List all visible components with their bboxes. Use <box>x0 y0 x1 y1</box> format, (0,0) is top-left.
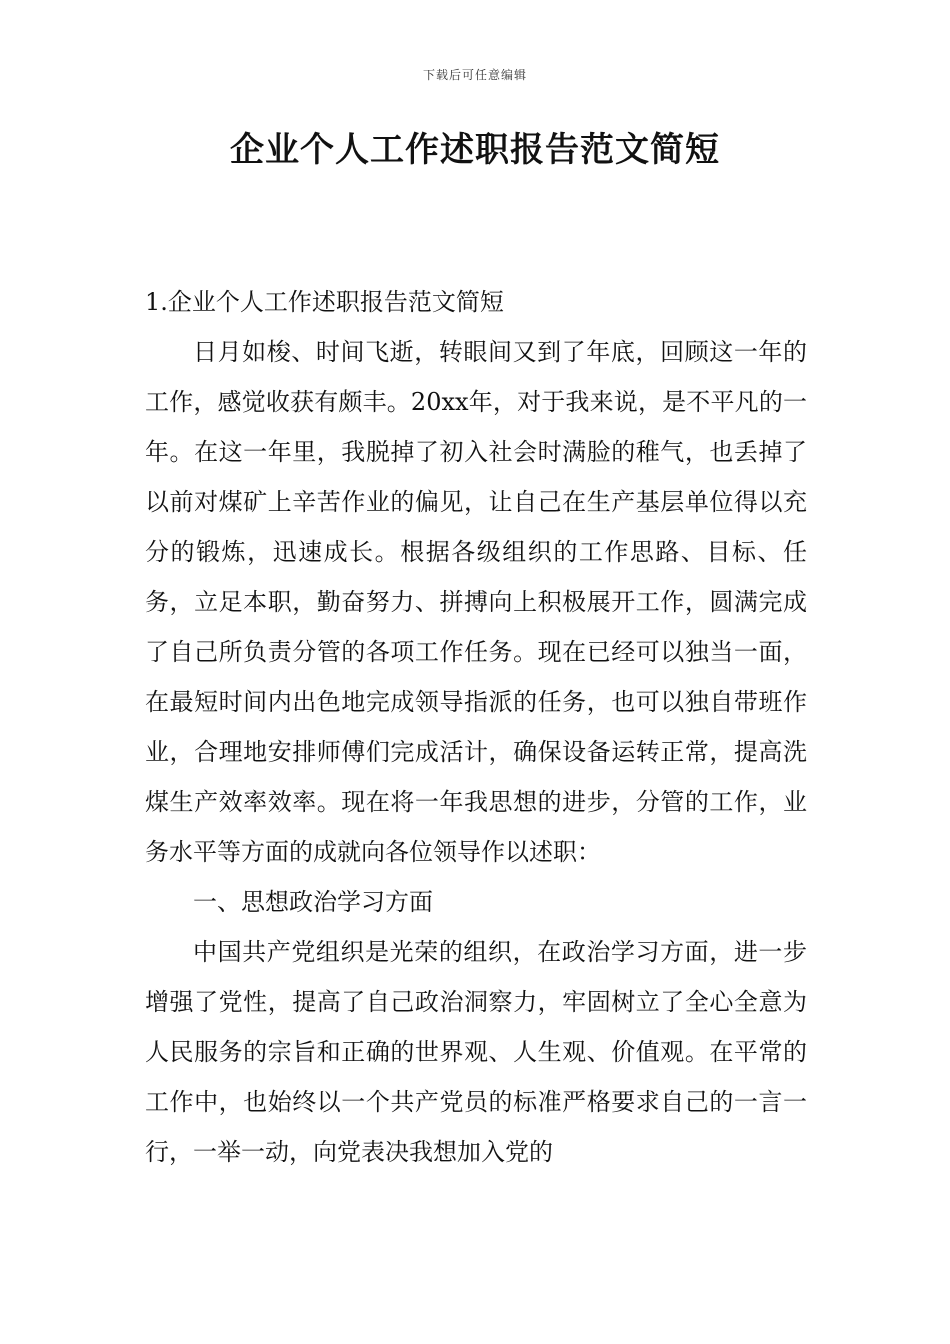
section-heading: 1.企业个人工作述职报告范文简短 <box>145 288 504 316</box>
paragraph-political-study: 中国共产党组织是光荣的组织，在政治学习方面，进一步增强了党性，提高了自己政治洞察力，牢固树立了全心全意为人民服务的宗旨和正确的世界观、人生观、价值观。在平常的工作中，也始终以一个共产党员的标准严格要求自己的一言一行，一举一动，向党表决我想加入党的 <box>145 938 807 1166</box>
subsection-heading: 一、思想政治学习方面 <box>193 888 433 916</box>
paragraph-intro: 日月如梭、时间飞逝，转眼间又到了年底，回顾这一年的工作，感觉收获有颇丰。20xx年，对于我来说，是不平凡的一年。在这一年里，我脱掉了初入社会时满脸的稚气，也丢掉了以前对煤矿上辛苦作业的偏见，让自己在生产基层单位得以充分的锻炼，迅速成长。根据各级组织的工作思路、目标、任务，立足本职，勤奋努力、拼搏向上积极展开工作，圆满完成了自己所负责分管的各项工作任务。现在已经可以独当一面，在最短时间内出色地完成领导指派的任务，也可以独自带班作业，合理地安排师傅们完成活计，确保设备运转正常，提高洗煤生产效率效率。现在将一年我思想的进步，分管的工作，业务水平等方面的成就向各位领导作以述职： <box>145 338 807 866</box>
document-body <box>145 277 807 1177</box>
header-note: 下载后可任意编辑 <box>422 68 527 82</box>
document-title: 企业个人工作述职报告范文简短 <box>230 130 720 170</box>
